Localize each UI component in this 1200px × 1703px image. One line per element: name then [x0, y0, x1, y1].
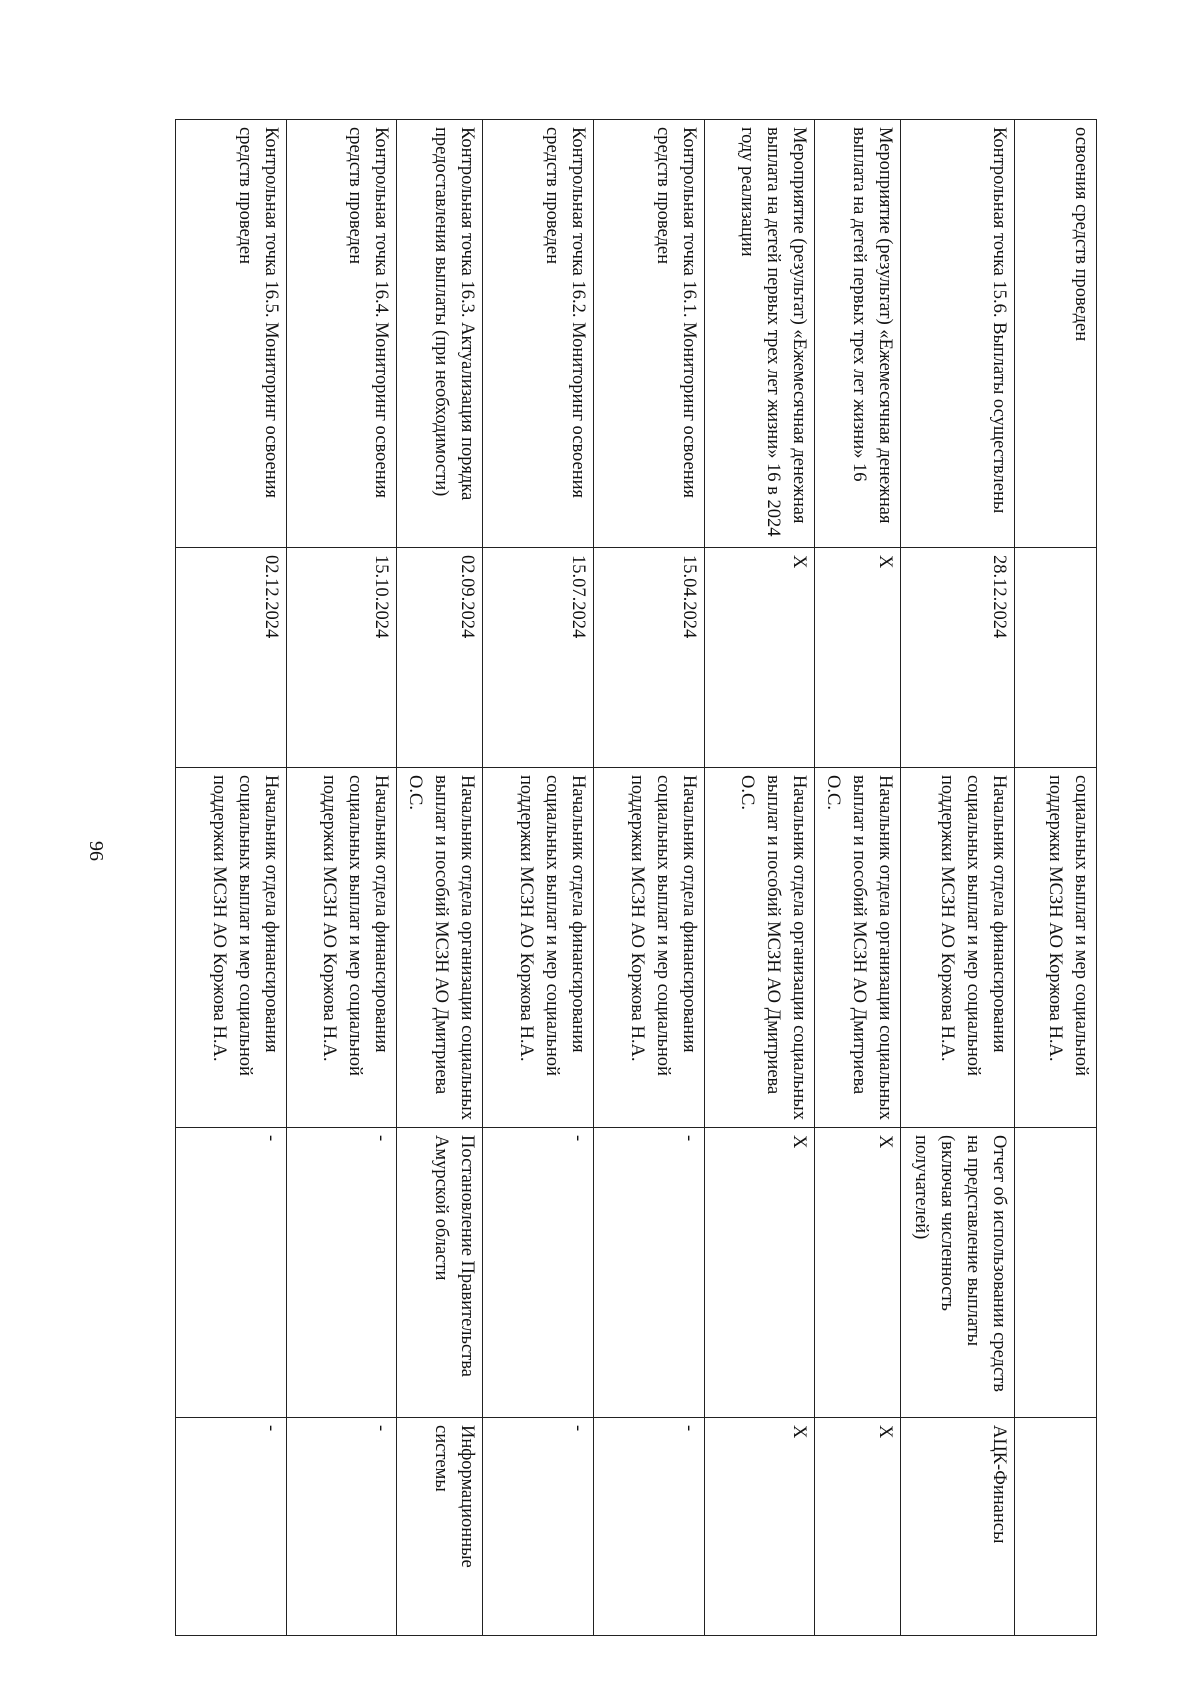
cell-responsible: Начальник отдела организации социальных выплат и пособий МСЗН АО Дмитриева О.С. — [397, 768, 483, 1128]
cell-date — [1015, 548, 1097, 768]
cell-date: 15.07.2024 — [483, 548, 594, 768]
cell-name: Контрольная точка 16.5. Мониторинг освоения средств проведен — [176, 120, 287, 548]
cell-document: - — [594, 1128, 705, 1418]
cell-date: 02.12.2024 — [176, 548, 287, 768]
page-number: 96 — [85, 841, 107, 861]
cell-system — [1015, 1418, 1097, 1636]
cell-name: освоения средств проведен — [1015, 120, 1097, 548]
table-row — [397, 120, 483, 1636]
cell-responsible: Начальник отдела организации социальных выплат и пособий МСЗН АО Дмитриева О.С. — [704, 768, 815, 1128]
cell-system: X — [815, 1418, 901, 1636]
cell-responsible: Начальник отдела финансирования социальных выплат и мер социальной поддержки МСЗН АО Коржова Н.А. — [176, 768, 287, 1128]
cell-name: Контрольная точка 16.1. Мониторинг освоения средств проведен — [594, 120, 705, 548]
cell-responsible: социальных выплат и мер социальной поддержки МСЗН АО Коржова Н.А. — [1015, 768, 1097, 1128]
plan-table — [175, 119, 1097, 1636]
cell-date: X — [815, 548, 901, 768]
cell-responsible: Начальник отдела организации социальных выплат и пособий МСЗН АО Дмитриева О.С. — [815, 768, 901, 1128]
cell-document: - — [176, 1128, 287, 1418]
cell-document: - — [286, 1128, 397, 1418]
cell-system: Информационные системы — [397, 1418, 483, 1636]
table-row — [483, 120, 594, 1636]
cell-document — [1015, 1128, 1097, 1418]
cell-responsible: Начальник отдела финансирования социальных выплат и мер социальной поддержки МСЗН АО Коржова Н.А. — [286, 768, 397, 1128]
cell-system: - — [594, 1418, 705, 1636]
cell-name: Мероприятие (результат) «Ежемесячная денежная выплата на детей первых трех лет жизни» 16 — [815, 120, 901, 548]
cell-name: Контрольная точка 16.2. Мониторинг освоения средств проведен — [483, 120, 594, 548]
cell-responsible: Начальник отдела финансирования социальных выплат и мер социальной поддержки МСЗН АО Коржова Н.А. — [901, 768, 1015, 1128]
cell-responsible: Начальник отдела финансирования социальных выплат и мер социальной поддержки МСЗН АО Коржова Н.А. — [483, 768, 594, 1128]
cell-responsible: Начальник отдела финансирования социальных выплат и мер социальной поддержки МСЗН АО Коржова Н.А. — [594, 768, 705, 1128]
table-row — [594, 120, 705, 1636]
table-row — [704, 120, 815, 1636]
cell-date: 02.09.2024 — [397, 548, 483, 768]
cell-date: 28.12.2024 — [901, 548, 1015, 768]
cell-date: 15.10.2024 — [286, 548, 397, 768]
cell-date: X — [704, 548, 815, 768]
cell-system: - — [286, 1418, 397, 1636]
rotated-table-wrapper — [175, 119, 1097, 1635]
cell-system: - — [176, 1418, 287, 1636]
cell-name: Контрольная точка 16.4. Мониторинг освоения средств проведен — [286, 120, 397, 548]
table-row — [176, 120, 287, 1636]
cell-document: X — [815, 1128, 901, 1418]
cell-system: X — [704, 1418, 815, 1636]
cell-name: Мероприятие (результат) «Ежемесячная денежная выплата на детей первых трех лет жизни» 16 в 2024 году реализации — [704, 120, 815, 548]
table-row — [901, 120, 1015, 1636]
cell-document: X — [704, 1128, 815, 1418]
cell-name: Контрольная точка 15.6. Выплаты осуществлены — [901, 120, 1015, 548]
cell-system: АЦК-Финансы — [901, 1418, 1015, 1636]
cell-document: Отчет об использовании средств на представление выплаты (включая численность получателей) — [901, 1128, 1015, 1418]
cell-date: 15.04.2024 — [594, 548, 705, 768]
table-row — [286, 120, 397, 1636]
table-row — [815, 120, 901, 1636]
cell-document: - — [483, 1128, 594, 1418]
cell-system: - — [483, 1418, 594, 1636]
table-row — [1015, 120, 1097, 1636]
cell-document: Постановление Правительства Амурской области — [397, 1128, 483, 1418]
cell-name: Контрольная точка 16.3. Актуализация порядка предоставления выплаты (при необходимости) — [397, 120, 483, 548]
